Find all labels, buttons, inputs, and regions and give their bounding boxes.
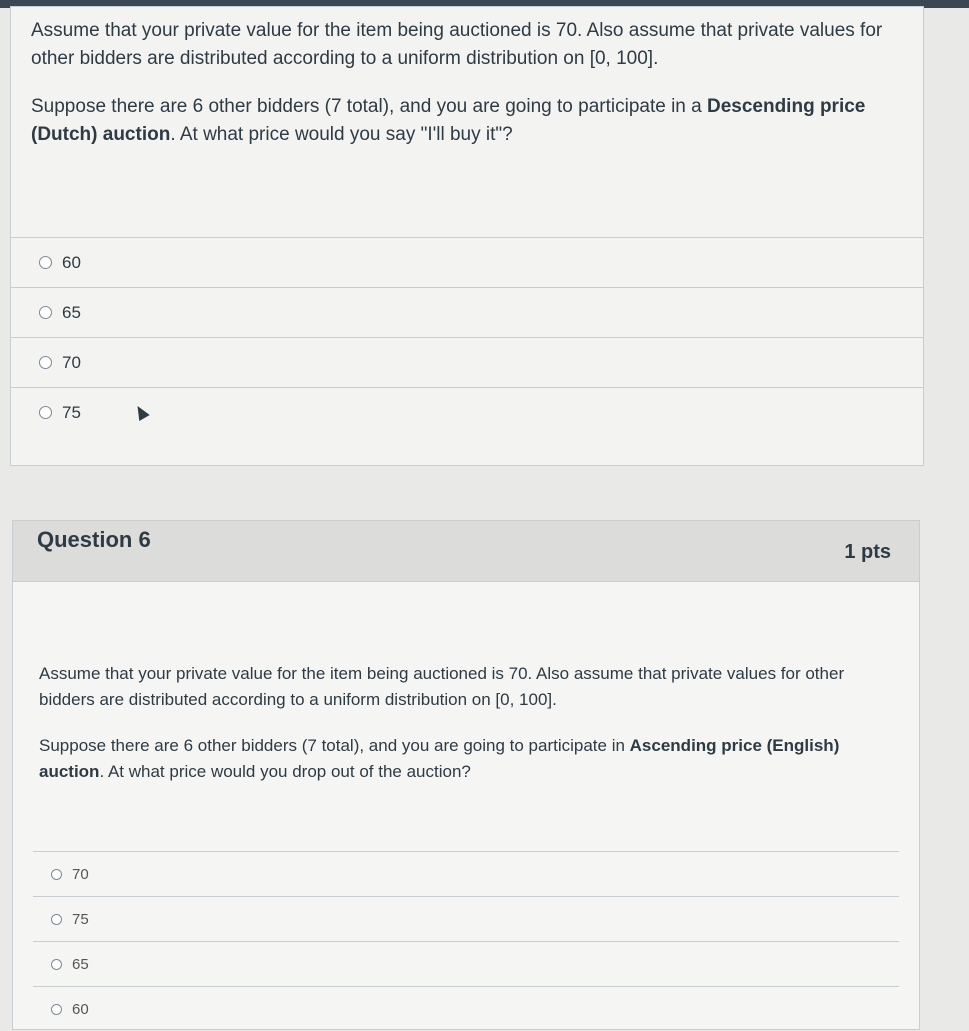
radio-button[interactable] (39, 306, 52, 319)
answer-label: 60 (72, 1000, 89, 1018)
radio-button[interactable] (51, 1004, 62, 1015)
answer-label: 70 (62, 352, 81, 372)
answer-option[interactable] (11, 287, 923, 337)
question-5-text-post: . At what price would you say "I'll buy it"? (170, 124, 513, 145)
question-5-paragraph-2 (31, 93, 911, 149)
radio-button[interactable] (51, 959, 62, 970)
answer-label: 65 (72, 955, 89, 973)
answer-option[interactable] (33, 896, 899, 941)
answer-option[interactable] (11, 237, 923, 287)
question-5-card (10, 6, 924, 466)
question-5-paragraph-1: Assume that your private value for the item being auctioned is 70. Also assume that private values for other bidders are distributed according to a uniform distribution on [0, 100]. (31, 20, 883, 69)
answer-option[interactable] (33, 851, 899, 896)
question-5-text-bold: Descending price (Dutch) auction (31, 96, 866, 145)
answer-option[interactable] (11, 337, 923, 387)
radio-button[interactable] (39, 406, 52, 419)
question-5-answers (11, 237, 923, 437)
question-6-text-post: . At what price would you drop out of the auction? (99, 762, 471, 781)
radio-button[interactable] (51, 914, 62, 925)
question-6-paragraph-1: Assume that your private value for the item being auctioned is 70. Also assume that private values for other bidders are distributed according to a uniform distribution on [0, 100]. (39, 664, 845, 709)
answer-option[interactable] (33, 941, 899, 986)
question-6-answers (33, 851, 899, 1031)
radio-button[interactable] (51, 869, 62, 880)
answer-label: 70 (72, 865, 89, 883)
question-6-paragraph-2 (39, 733, 889, 785)
question-title: Question 6 (37, 527, 151, 552)
question-points: 1 pts (844, 541, 891, 563)
radio-button[interactable] (39, 256, 52, 269)
question-6-text (39, 661, 889, 785)
question-5-text-pre: Suppose there are 6 other bidders (7 total), and you are going to participate in a (31, 96, 707, 117)
answer-label: 75 (62, 402, 81, 422)
radio-button[interactable] (39, 356, 52, 369)
question-6-text-pre: Suppose there are 6 other bidders (7 total), and you are going to participate in (39, 736, 630, 755)
question-5-text (31, 17, 911, 149)
answer-option[interactable] (33, 986, 899, 1031)
question-6-header (13, 521, 919, 582)
answer-label: 75 (72, 910, 89, 928)
question-6-text-bold: Ascending price (English) auction (39, 736, 840, 781)
answer-label: 65 (62, 302, 81, 322)
answer-label: 60 (62, 252, 81, 272)
question-6-card (12, 520, 920, 1030)
